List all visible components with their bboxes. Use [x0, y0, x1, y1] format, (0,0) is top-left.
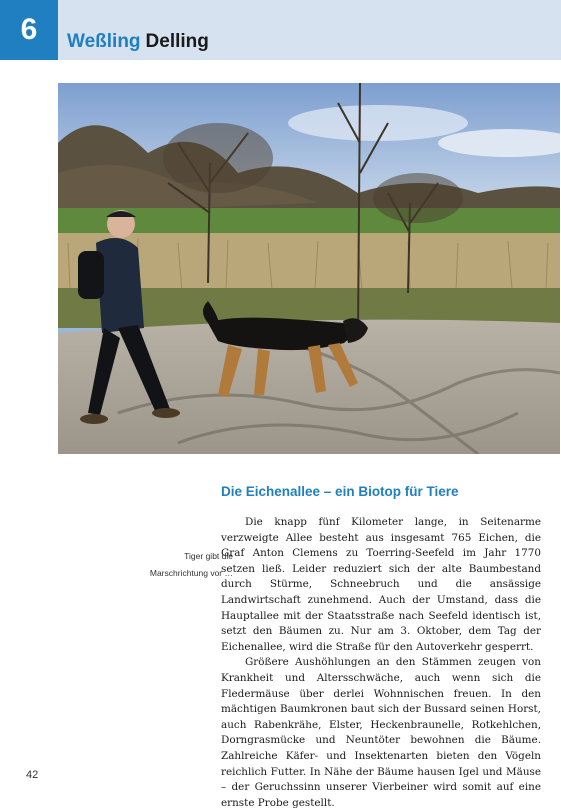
body-text	[221, 515, 541, 811]
page-title	[67, 31, 209, 53]
chapter-number-box	[0, 0, 58, 60]
paragraph: Größere Aushöhlungen an den Stämmen zeugen von Krankheit und Altersschwäche, auch wenn sich die Fledermäuse über derlei Wohnnischen freuen. In den mächtigen Baumkronen baut sich der Bussard seinen Horst, auch Rabenkrähe, Elster, Heckenbraunelle, Rotkehlchen, Dorngrasmücke und Neuntöter bewohnen die Bäume. Zahlreiche Käfer- und Insektenarten bieten den Vögeln reichlich Futter. In Nähe der Bäume hausen Igel und Mäuse – der Geruchssinn unserer Vierbeiner wird somit auf eine ernste Probe gestellt.	[221, 656, 541, 809]
caption-line: Tiger gibt die	[184, 551, 233, 561]
title-place: Weßling	[67, 31, 141, 52]
title-subtitle: Delling	[145, 31, 209, 52]
chapter-number: 6	[20, 13, 38, 46]
caption-line: Marschrichtung vor …	[149, 568, 233, 578]
paragraph: Die knapp fünf Kilometer lange, in Seitenarme verzweigte Allee besteht aus insgesamt 765 Eichen, die Graf Anton Clemens zu Toerring-Seefeld im Jahr 1770 setzen ließ. Leider reduziert sich der alte Baumbestand durch Stürme, Schneebruch und die ansässige Landwirtschaft zunehmend. Auch der Umstand, dass die Hauptallee mit der Staatsstraße nach Seefeld identisch ist, setzt den Bäumen zu. Nur am 3. Oktober, dem Tag der Eichenallee, wird die Straße für den Autoverkehr gesperrt.	[221, 516, 541, 653]
section-heading: Die Eichenallee – ein Biotop für Tiere	[221, 484, 459, 499]
photo-caption	[110, 548, 233, 582]
page-number: 42	[26, 769, 39, 781]
landscape-photo	[58, 83, 560, 454]
